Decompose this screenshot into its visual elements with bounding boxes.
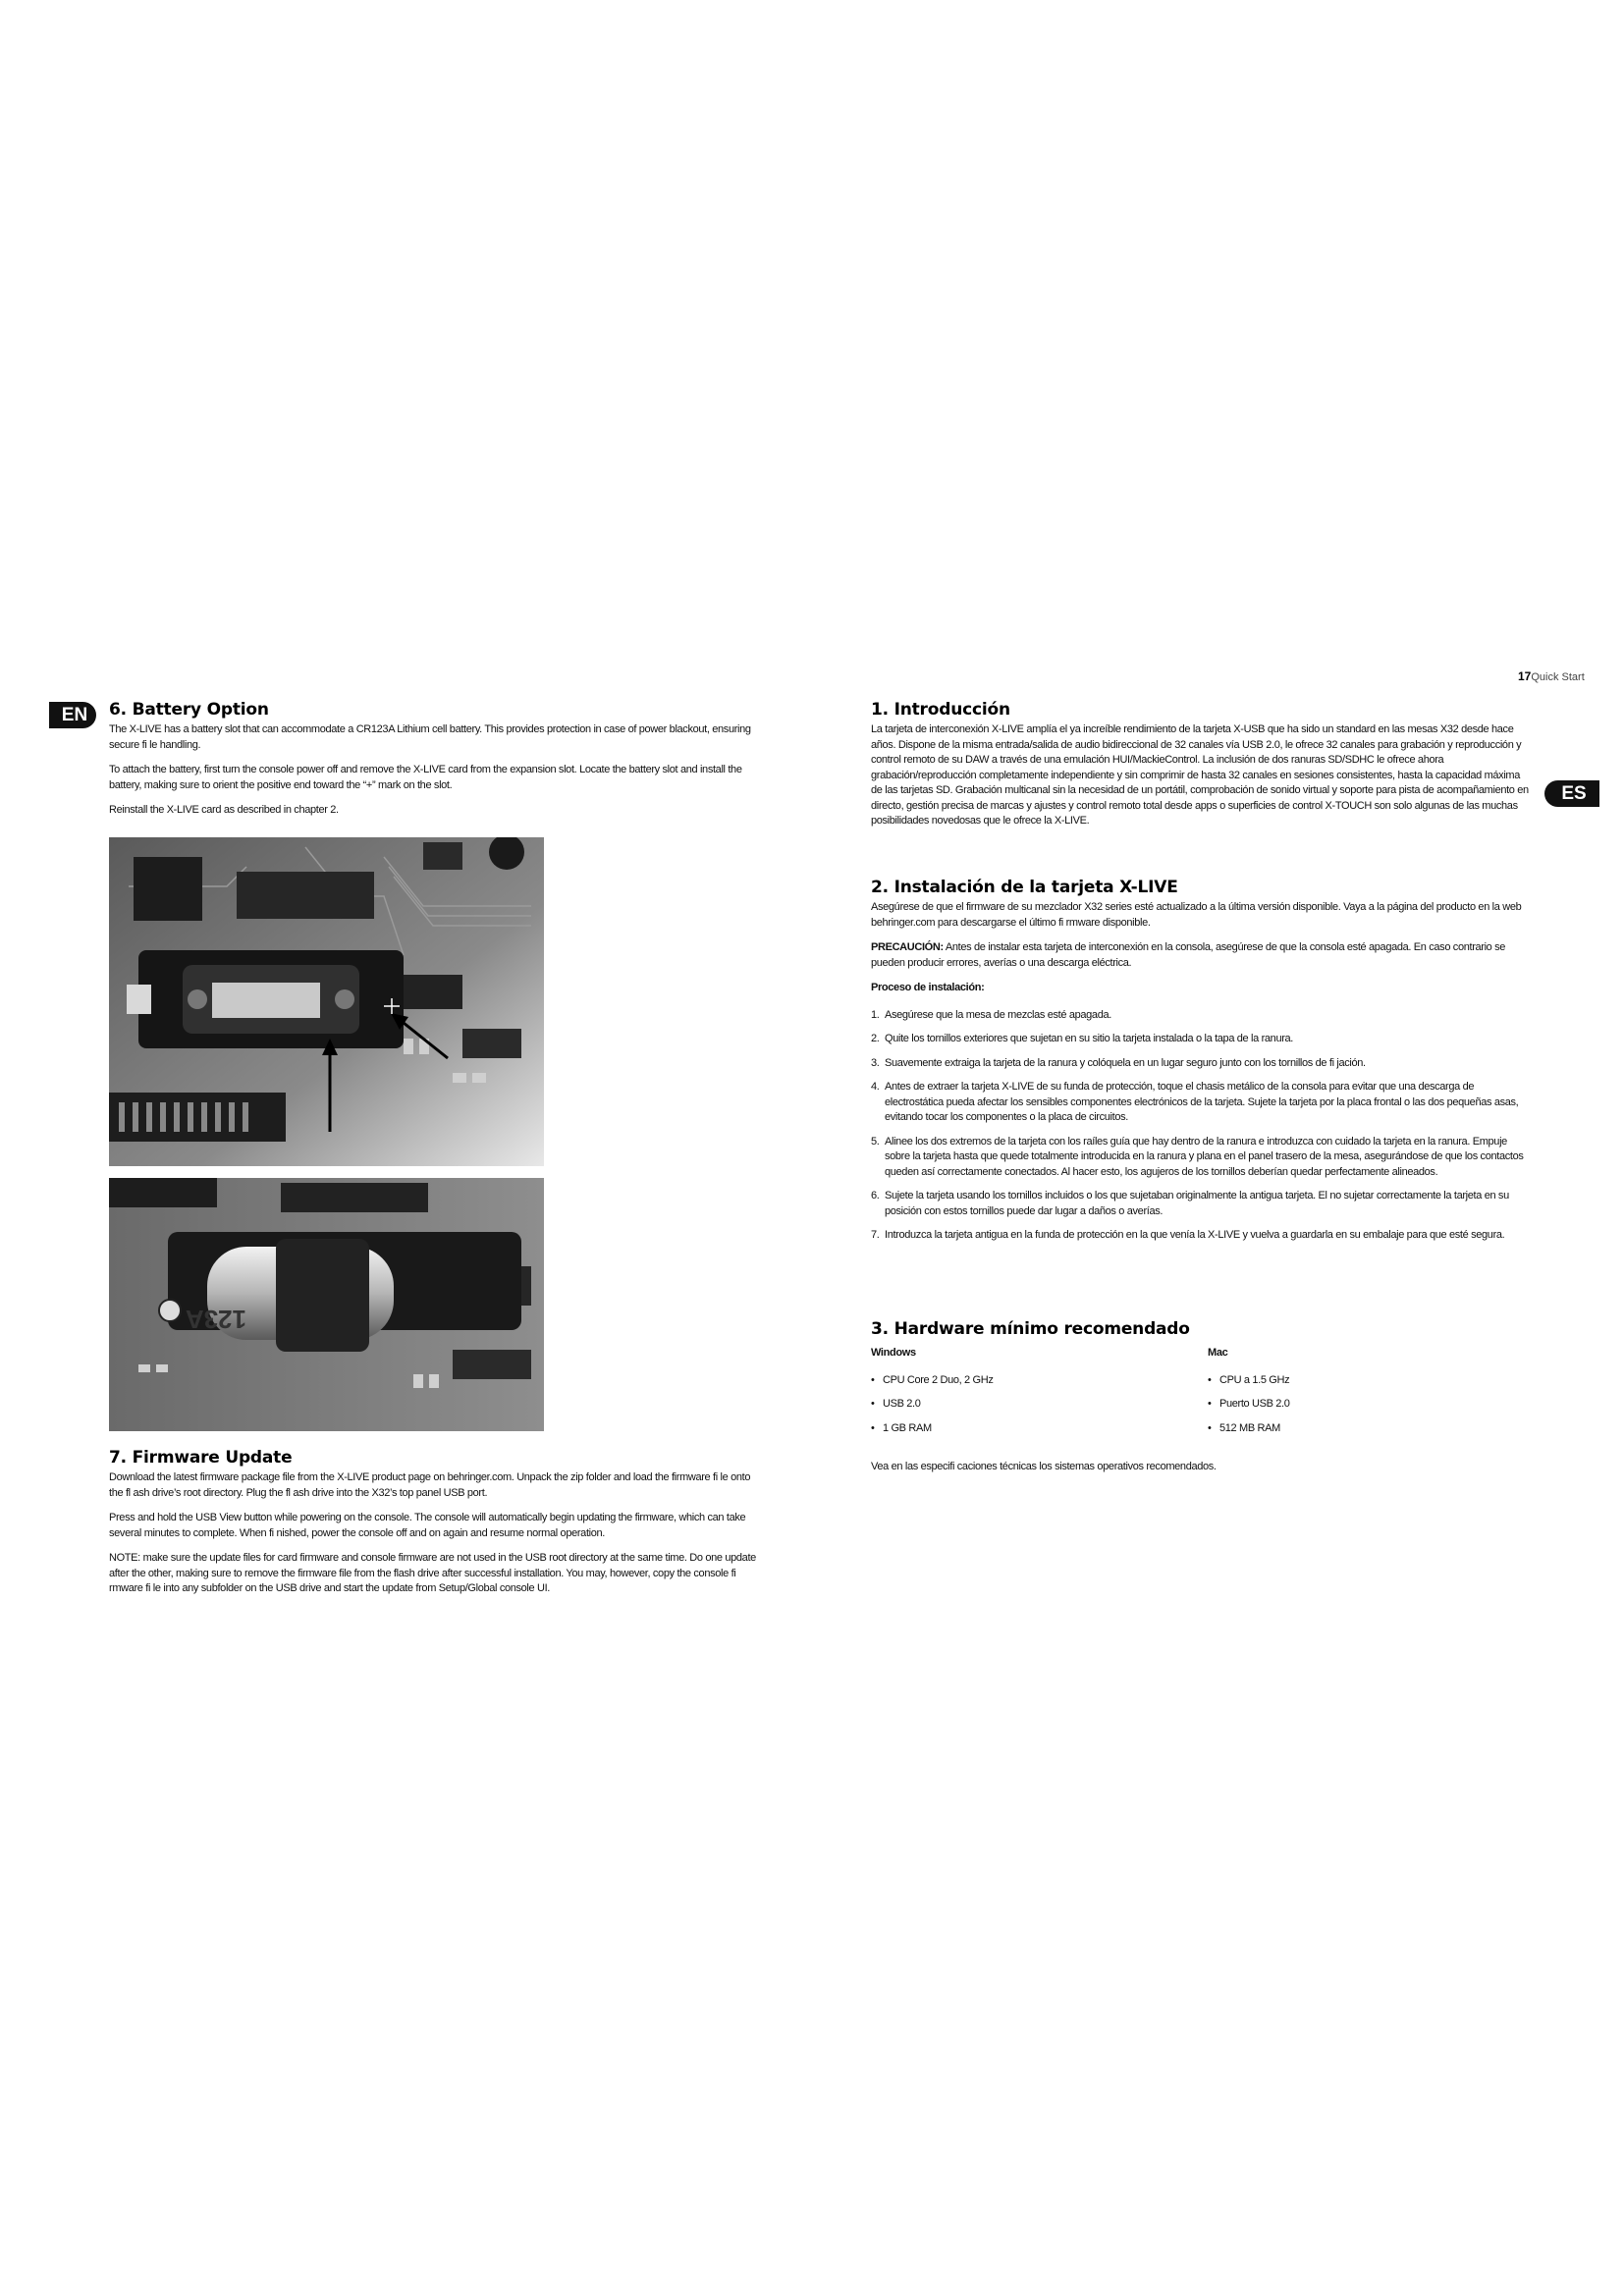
firmware-paragraph-3: NOTE: make sure the update files for card firmware and console firmware are not used in the USB root directory at the same time. Do one update after the other, making sure to remove the firmware file from the flash drive after successful installation. You may, however, copy the console fi rmware fi le into any subfolder on the USB drive and start the update from Setup/Global console UI. [109, 1552, 756, 1594]
mac-item: • Puerto USB 2.0 [1208, 1397, 1502, 1413]
install-step: 4. Antes de extraer la tarjeta X-LIVE de su funda de protección, toque el chasis metálico de la consola para evitar que una descarga de electrostática pueda afectar los sensibles componentes electrónicos de la tarjeta. Sujete la tarjeta por la placa frontal o las dos pequeñas asas, evitando tocar los componentes o la placa de circuitos. [871, 1081, 1519, 1123]
battery-heading: 6. Battery Option [109, 700, 269, 720]
mac-item: • 512 MB RAM [1208, 1421, 1502, 1437]
install-steps-list [871, 1008, 1529, 1244]
es-install-section [871, 877, 1529, 1244]
caution-label: PRECAUCIÓN: [871, 941, 944, 953]
intro-paragraph: La tarjeta de interconexión X-LIVE amplía el ya increíble rendimiento de la tarjeta X-USB que ha sido un standard en las mesas X32 desde hace años. Dispone de la misma entrada/salida de audio bidireccional de 32 canales vía USB 2.0, le ofrece 32 canales para grabación y reproducción y control remoto de su DAW a través de una emulación HUI/MackieControl. La inclusión de dos ranuras SD/SDHC le ofrece ahora grabación/reproducción completamente independiente y sin comprimir de hasta 32 canales en sesiones consistentes, hasta la capacidad máxima de las tarjetas SD. Grabación multicanal sin la necesidad de un portátil, comprobación de sonido virtual y soporte para pista de acompañamiento en directo, gestión precisa de marcas y ajustes y control remoto total desde apps o superficies de control X-TOUCH son solo algunas de las muchas posibilidades novedosas que le ofrece la X-LIVE. [871, 723, 1529, 827]
en-firmware-section [109, 1447, 762, 1597]
battery-slot-photo [109, 837, 544, 1166]
battery-label: 123A [185, 1305, 246, 1334]
install-step: 3. Suavemente extraiga la tarjeta de la ranura y colóquela en un lugar seguro junto con los tornillos de fi jación. [871, 1056, 1366, 1069]
install-heading: 2. Instalación de la tarjeta X-LIVE [871, 878, 1178, 897]
battery-paragraph-1: The X-LIVE has a battery slot that can accommodate a CR123A Lithium cell battery. This provides protection in case of power blackout, ensuring secure fi le handling. [109, 723, 751, 751]
mac-list [1208, 1373, 1502, 1437]
install-step: 7. Introduzca la tarjeta antigua en la funda de protección en la que venía la X-LIVE y vuelva a guardarla en su embalaje para que esté segura. [871, 1229, 1505, 1241]
firmware-heading: 7. Firmware Update [109, 1448, 293, 1468]
battery-paragraph-2: To attach the battery, first turn the console power off and remove the X-LIVE card from the expansion slot. Locate the battery slot and install the battery, making sure to orient the positive end toward the “+” mark on the slot. [109, 764, 742, 791]
installed-battery-illustration [109, 1178, 544, 1431]
hardware-heading: 3. Hardware mínimo recomendado [871, 1319, 1190, 1339]
windows-label: Windows [871, 1347, 916, 1359]
mac-label: Mac [1208, 1347, 1228, 1359]
es-hardware-section [871, 1318, 1529, 1340]
battery-slot-illustration [109, 837, 544, 1166]
windows-item: • 1 GB RAM [871, 1421, 1165, 1437]
es-intro-section [871, 699, 1529, 829]
install-step: 2. Quite los tornillos exteriores que sujetan en su sitio la tarjeta instalada o la tapa de la ranura. [871, 1033, 1294, 1044]
mac-requirements [1208, 1346, 1502, 1445]
language-tab-es: ES [1544, 780, 1599, 807]
windows-item: • USB 2.0 [871, 1397, 1165, 1413]
page-title: Quick Start [1531, 671, 1585, 683]
install-step: 5. Alinee los dos extremos de la tarjeta con los raíles guía que hay dentro de la ranura e introduzca con cuidado la tarjeta en la ranura. Empuje sobre la tarjeta hasta que quede totalmente introducida en la ranura y plana en el panel trasero de la mesa, asegurándose de que los contactos queden así correctamente conectados. Al hacer esto, los agujeros de los tornillos deberían quedar perfectamente alineados. [871, 1135, 1524, 1178]
battery-paragraph-3: Reinstall the X-LIVE card as described in chapter 2. [109, 804, 339, 816]
windows-item: • CPU Core 2 Duo, 2 GHz [871, 1373, 1165, 1389]
install-paragraph: Asegúrese de que el firmware de su mezclador X32 series esté actualizado a la última versión disponible. Vaya a la página del producto en la web behringer.com para descargarse el último fi rmware disponible. [871, 901, 1522, 929]
hardware-note: Vea en las especifi caciones técnicas los sistemas operativos recomendados. [871, 1461, 1217, 1472]
firmware-paragraph-2: Press and hold the USB View button while powering on the console. The console will automatically begin updating the firmware, which can take several minutes to complete. When fi nished, power the console off and on again and resume normal operation. [109, 1512, 746, 1539]
process-label: Proceso de instalación: [871, 982, 985, 993]
mac-item: • CPU a 1.5 GHz [1208, 1373, 1502, 1389]
intro-heading: 1. Introducción [871, 700, 1010, 720]
page-number [1518, 669, 1585, 683]
caution-paragraph [871, 940, 1529, 971]
install-step: 6. Sujete la tarjeta usando los tornillos incluidos o los que sujetaban originalmente la antigua tarjeta. El no sujetar correctamente la tarjeta en su posición con estos tornillos puede dar lugar a daños o averías. [871, 1190, 1509, 1217]
installed-battery-photo [109, 1178, 544, 1431]
windows-requirements [871, 1346, 1165, 1445]
page-number-value: 17 [1518, 669, 1532, 683]
install-step: 1. Asegúrese que la mesa de mezclas esté apagada. [871, 1008, 1111, 1021]
language-tab-en: EN [49, 702, 96, 728]
en-battery-section [109, 699, 762, 819]
firmware-paragraph-1: Download the latest firmware package file from the X-LIVE product page on behringer.com. Unpack the zip folder and load the firmware fi le onto the fl ash drive’s root directory. Plug the fl ash drive into the X32’s top panel USB port. [109, 1471, 751, 1499]
caution-text: Antes de instalar esta tarjeta de interconexión en la consola, asegúrese de que la consola esté apagada. En caso contrario se pueden producir errores, averías o una descarga eléctrica. [871, 941, 1506, 969]
windows-list [871, 1373, 1165, 1437]
